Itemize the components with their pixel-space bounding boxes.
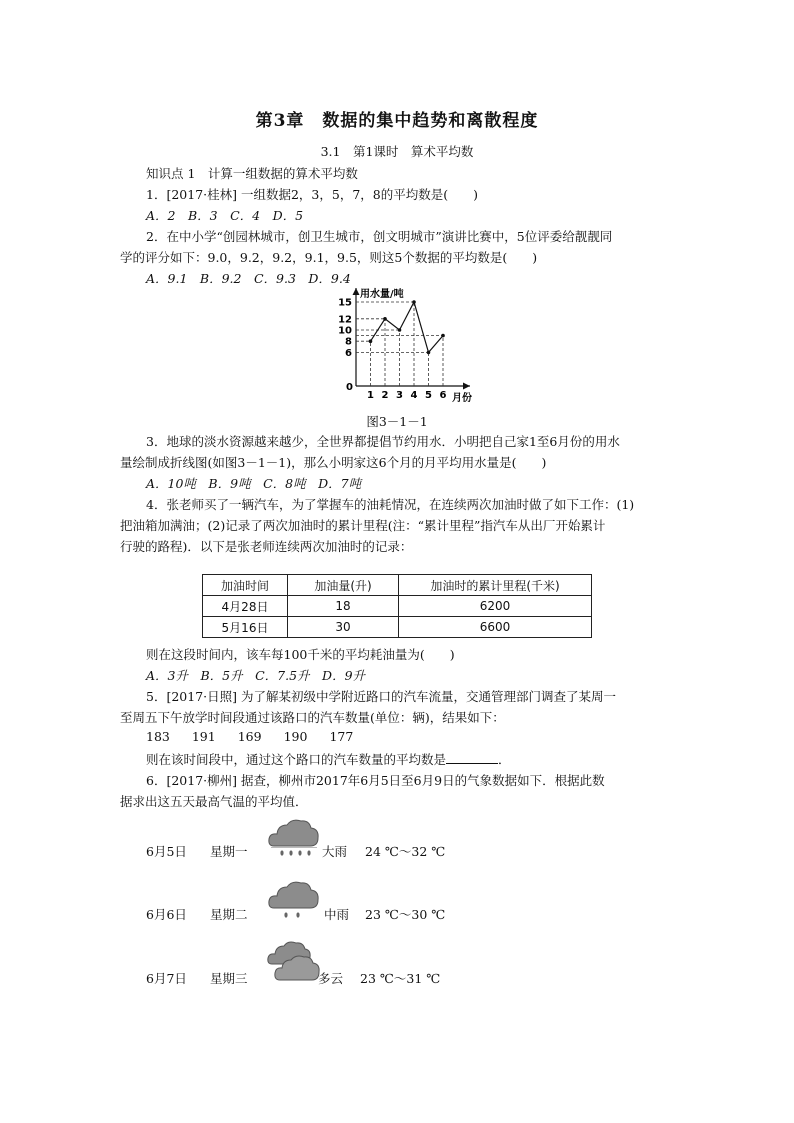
weather-date: 6月5日 [146, 844, 187, 859]
car-count: 190 [283, 729, 308, 744]
table-header: 加油量(升) [288, 575, 399, 596]
data-point [441, 334, 445, 338]
q4-options: A．3升 B．5升 C．7.5升 D．9升 [146, 668, 366, 683]
car-count: 191 [191, 729, 216, 744]
table-header: 加油时间 [203, 575, 288, 596]
q2-stem-line2: 学的评分如下：9.0，9.2，9.2，9.1，9.5，则这5个数据的平均数是( ) [120, 250, 538, 265]
y-tick-label: 15 [338, 297, 352, 309]
x-tick-label: 3 [396, 390, 403, 401]
weather-date: 6月6日 [146, 907, 187, 922]
table-cell: 6200 [399, 596, 592, 617]
q5-stem-line2: 至周五下午放学时间段通过该路口的汽车数量(单位：辆)，结果如下： [120, 710, 505, 725]
section-subtitle: 3.1 第1课时 算术平均数 [320, 144, 474, 159]
q5-after-text: 则在该时间段中，通过这个路口的汽车数量的平均数是 [146, 752, 447, 767]
x-tick-label: 6 [439, 390, 447, 401]
weather-temp: 23 ℃～31 ℃ [360, 971, 441, 986]
q6-stem-line1: 6．[2017·柳州] 据查，柳州市2017年6月5日至6月9日的气象数据如下．根据此数 [146, 773, 605, 788]
cloudy-icon [266, 940, 322, 986]
x-tick-label: 1 [367, 390, 374, 401]
y-axis-label: 用水量/吨 [360, 289, 404, 300]
figure-caption: 图3－1－1 [366, 414, 428, 429]
car-count: 183 [146, 729, 170, 744]
weather-condition: 中雨 [324, 907, 350, 922]
table-header-row [203, 575, 592, 596]
q5-period: ． [498, 752, 511, 767]
x-tick-label: 5 [425, 390, 432, 401]
y-tick-label: 8 [345, 336, 352, 348]
table-cell: 30 [288, 617, 399, 638]
weather-weekday: 星期二 [210, 907, 248, 922]
weather-condition: 大雨 [322, 844, 348, 859]
q4-after: 则在这段时间内，该车每100千米的平均耗油量为( ) [146, 647, 455, 662]
q3-stem-line2: 量绘制成折线图(如图3－1－1)，那么小明家这6个月的月平均用水量是( ) [120, 455, 547, 470]
water-usage-chart [330, 284, 490, 410]
table-row [203, 617, 592, 638]
x-tick-label: 4 [410, 390, 418, 401]
x-tick-label: 2 [381, 390, 389, 401]
q1-options: A．2 B．3 C．4 D．5 [146, 208, 304, 223]
q3-options: A．10吨 B．9吨 C．8吨 D．7吨 [146, 476, 362, 491]
q2-stem-line1: 2．在中小学“创园林城市，创卫生城市，创文明城市”演讲比赛中，5位评委给靓靓同 [146, 229, 613, 244]
data-point [412, 300, 416, 304]
weather-temp: 23 ℃～30 ℃ [365, 907, 446, 922]
car-count: 177 [329, 729, 354, 744]
weather-condition: 多云 [318, 971, 344, 986]
weather-temp: 24 ℃～32 ℃ [365, 844, 446, 859]
q1-stem: 1．[2017·桂林] 一组数据2，3，5，7，8的平均数是( ) [146, 187, 478, 202]
q2-options: A．9.1 B．9.2 C．9.3 D．9.4 [146, 271, 351, 286]
table-header: 加油时的累计里程(千米) [399, 575, 592, 596]
moderate-rain-icon [266, 878, 322, 920]
weather-date: 6月7日 [146, 971, 187, 986]
y-tick-label: 6 [345, 347, 352, 359]
answer-blank[interactable] [446, 751, 498, 764]
origin-label: 0 [346, 382, 353, 393]
q5-stem-line1: 5．[2017·日照] 为了解某初级中学附近路口的汽车流量，交通管理部门调查了某周一 [146, 689, 616, 704]
table-row [203, 596, 592, 617]
data-point [427, 351, 431, 355]
car-count: 169 [237, 729, 262, 744]
fuel-record-table [202, 574, 592, 638]
weather-weekday: 星期一 [210, 844, 248, 859]
data-point [398, 328, 402, 332]
x-axis-label: 月份 [452, 393, 472, 404]
table-cell: 4月28日 [203, 596, 288, 617]
q6-stem-line2: 据求出这五天最高气温的平均值． [120, 794, 308, 809]
data-point [383, 317, 387, 321]
knowledge-point: 知识点 1 计算一组数据的算术平均数 [146, 166, 358, 181]
q4-stem-line3: 行驶的路程)．以下是张老师连续两次加油时的记录： [120, 539, 413, 554]
heavy-rain-icon [266, 816, 322, 858]
table-cell: 18 [288, 596, 399, 617]
q4-stem-line1: 4．张老师买了一辆汽车，为了掌握车的油耗情况，在连续两次加油时做了如下工作：(1) [146, 497, 635, 512]
q5-values [146, 729, 353, 744]
weather-weekday: 星期三 [210, 971, 248, 986]
q5-after [146, 750, 511, 768]
table-cell: 5月16日 [203, 617, 288, 638]
chapter-title: 第3章 数据的集中趋势和离散程度 [255, 111, 539, 131]
table-cell: 6600 [399, 617, 592, 638]
q3-stem-line1: 3．地球的淡水资源越来越少，全世界都提倡节约用水．小明把自己家1至6月份的用水 [146, 434, 620, 449]
q4-stem-line2: 把油箱加满油；(2)记录了两次加油时的累计里程(注：“累计里程”指汽车从出厂开始累计 [120, 518, 606, 533]
y-tick-label: 10 [338, 325, 352, 337]
data-point [369, 339, 373, 343]
series-line [371, 302, 444, 352]
y-tick-label: 12 [338, 314, 352, 326]
